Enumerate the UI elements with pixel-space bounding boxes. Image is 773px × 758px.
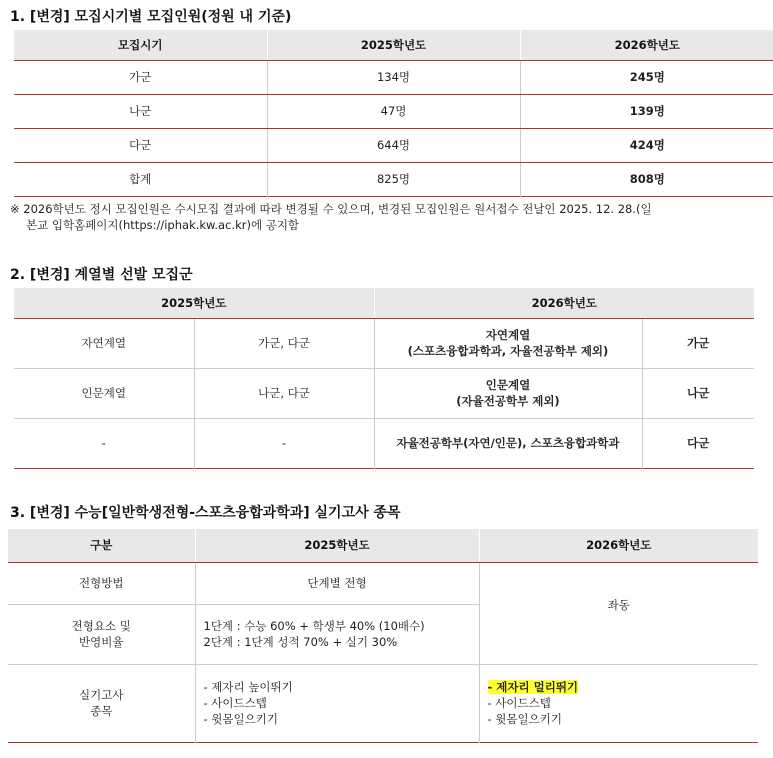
- header-2026: 2026학년도: [479, 529, 758, 562]
- event-item: - 사이드스텝: [203, 696, 267, 710]
- table-header-row: [14, 288, 754, 318]
- header-2026: 2026학년도: [520, 30, 773, 60]
- section1-title: 1. [변경] 모집시기별 모집인원(정원 내 기준): [10, 9, 292, 25]
- track-2026-name: 인문계열: [485, 378, 531, 392]
- label-line: 전형요소 및: [71, 619, 131, 633]
- method-2025-cell: 단계별 전형: [195, 562, 479, 604]
- label-cell: 전형방법: [8, 562, 195, 604]
- table-row: [8, 664, 758, 742]
- count-2025-cell: 134명: [267, 60, 520, 94]
- label-line: 실기고사: [79, 688, 124, 702]
- recruitment-by-period-table: [14, 30, 773, 197]
- header-2025: 2025학년도: [14, 288, 374, 318]
- header-period: 모집시기: [14, 30, 267, 60]
- count-2026-cell: 245명: [520, 60, 773, 94]
- label-line: 반영비율: [79, 635, 124, 649]
- section3-title: 3. [변경] 수능[일반학생전형-스포츠융합과학과] 실기고사 종목: [10, 505, 401, 521]
- events-2025-cell: [195, 664, 479, 742]
- ratio-line: 2단계 : 1단계 성적 70% + 실기 30%: [203, 635, 398, 649]
- group-2025-cell: 가군, 다군: [194, 318, 374, 368]
- events-2026-cell: [479, 664, 758, 742]
- count-2025-cell: 644명: [267, 128, 520, 162]
- table-row-total: [14, 162, 773, 196]
- header-2025: 2025학년도: [195, 529, 479, 562]
- section2-title: 2. [변경] 계열별 선발 모집군: [10, 267, 193, 283]
- period-cell: 합계: [129, 172, 152, 186]
- track-2025-cell: 인문계열: [14, 368, 194, 418]
- group-2025-cell: 나군, 다군: [194, 368, 374, 418]
- event-item: - 제자리 높이뛰기: [203, 680, 293, 694]
- track-2026-cell: [374, 318, 642, 368]
- header-2025: 2025학년도: [267, 30, 520, 60]
- event-item-highlighted: - 제자리 멀리뛰기: [487, 680, 579, 694]
- note-line-1: ※ 2026학년도 정시 모집인원은 수시모집 결과에 따라 변경될 수 있으며, 변경된 모집인원은 원서접수 전날인 2025. 12. 28.(일: [10, 202, 652, 216]
- track-group-table: [14, 288, 754, 469]
- period-cell: 나군: [14, 94, 267, 128]
- table-header-row: [14, 30, 773, 60]
- recruitment-note: [10, 201, 770, 233]
- event-item: - 윗몸일으키기: [487, 712, 562, 726]
- track-2026-cell: 자율전공학부(자연/인문), 스포츠융합과학과: [374, 418, 642, 468]
- group-2026-cell: 나군: [642, 368, 754, 418]
- table-row: [14, 60, 773, 94]
- label-cell: [8, 664, 195, 742]
- count-2025-cell: 47명: [267, 94, 520, 128]
- table-header-row: [8, 529, 758, 562]
- track-2026-cell: [374, 368, 642, 418]
- group-2026-cell: 다군: [642, 418, 754, 468]
- table-row: [14, 318, 754, 368]
- event-item: - 윗몸일으키기: [203, 712, 278, 726]
- table-row: [8, 562, 758, 604]
- table-row: [14, 128, 773, 162]
- table-row: [14, 418, 754, 468]
- table-row: [14, 368, 754, 418]
- label-cell: [8, 604, 195, 664]
- header-2026: 2026학년도: [374, 288, 754, 318]
- count-2026-cell: 139명: [520, 94, 773, 128]
- count-2026-cell: 424명: [520, 128, 773, 162]
- note-line-2: 본교 입학홈페이지(https://iphak.kw.ac.kr)에 공지함: [26, 218, 300, 232]
- period-cell: 가군: [14, 60, 267, 94]
- group-2026-cell: 가군: [642, 318, 754, 368]
- ratio-line: 1단계 : 수능 60% + 학생부 40% (10배수): [203, 619, 425, 633]
- label-line: 종목: [90, 704, 113, 718]
- track-2026-name: 자연계열: [485, 328, 531, 342]
- ratio-2025-cell: [195, 604, 479, 664]
- track-2025-cell: 자연계열: [14, 318, 194, 368]
- period-cell: 다군: [14, 128, 267, 162]
- count-2025-cell: 825명: [267, 162, 520, 196]
- practical-exam-table: [8, 529, 758, 743]
- track-2026-sub: (스포츠융합과학과, 자율전공학부 제외): [407, 344, 609, 358]
- table-row: [14, 94, 773, 128]
- event-item: - 사이드스텝: [487, 696, 551, 710]
- track-2025-cell: -: [101, 436, 106, 450]
- same-2026-cell: 좌동: [479, 562, 758, 664]
- header-category: 구분: [8, 529, 195, 562]
- count-2026-cell: 808명: [520, 162, 773, 196]
- group-2025-cell: -: [194, 418, 374, 468]
- track-2026-sub: (자율전공학부 제외): [456, 394, 560, 408]
